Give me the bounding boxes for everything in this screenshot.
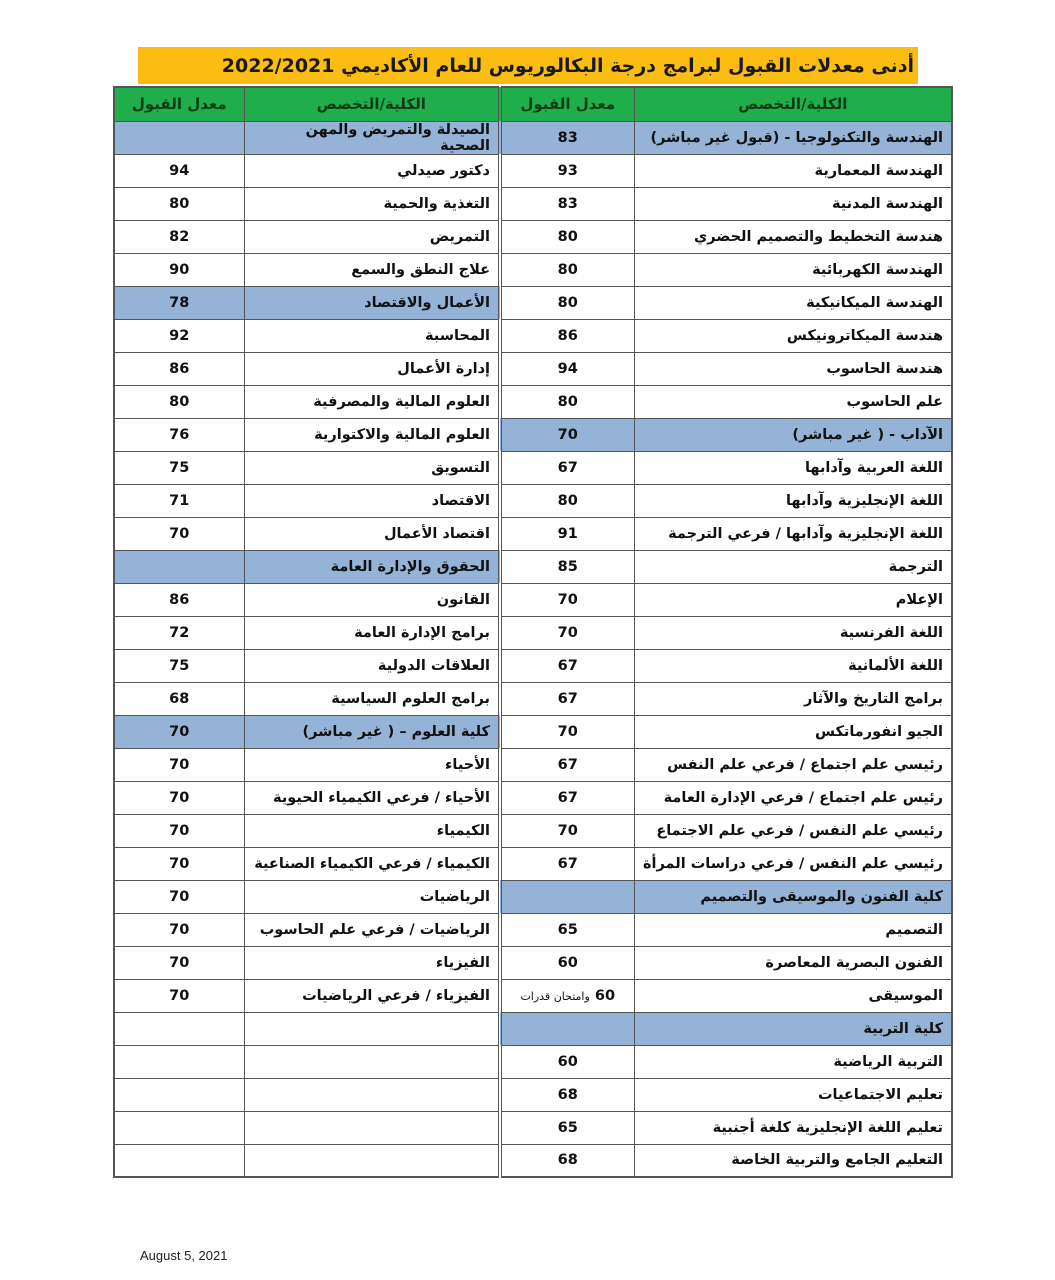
admission-rate: 67 xyxy=(500,781,634,814)
table-row xyxy=(114,1144,952,1177)
admission-rate: 67 xyxy=(500,748,634,781)
program-name: الكيمياء xyxy=(244,814,500,847)
table-row xyxy=(114,946,952,979)
table-row xyxy=(114,253,952,286)
program-name: الاقتصاد xyxy=(244,484,500,517)
admission-rate: 80 xyxy=(500,220,634,253)
program-name: الهندسة الميكانيكية xyxy=(634,286,952,319)
admission-rate xyxy=(500,1012,634,1045)
table-row xyxy=(114,517,952,550)
admission-rate: 65 xyxy=(500,1111,634,1144)
program-name: المحاسبة xyxy=(244,319,500,352)
header-right-name: الكلية/التخصص xyxy=(634,87,952,121)
program-name: رئيسي علم النفس / فرعي علم الاجتماع xyxy=(634,814,952,847)
admission-rate: 67 xyxy=(500,649,634,682)
admission-rate xyxy=(500,979,634,1012)
table-row xyxy=(114,550,952,583)
table-row xyxy=(114,715,952,748)
section-title: الأعمال والاقتصاد xyxy=(244,286,500,319)
program-name: العلوم المالية والمصرفية xyxy=(244,385,500,418)
program-name xyxy=(244,1045,500,1078)
program-name: الجيو انفورماتكس xyxy=(634,715,952,748)
table-row xyxy=(114,616,952,649)
table-row xyxy=(114,187,952,220)
program-name: الهندسة المعمارية xyxy=(634,154,952,187)
program-name: الفنون البصرية المعاصرة xyxy=(634,946,952,979)
admission-rate: 68 xyxy=(114,682,244,715)
program-name: علم الحاسوب xyxy=(634,385,952,418)
table-row xyxy=(114,913,952,946)
program-name xyxy=(244,1144,500,1177)
table-row xyxy=(114,319,952,352)
table-row xyxy=(114,220,952,253)
admission-rate: 78 xyxy=(114,286,244,319)
admission-rate xyxy=(114,550,244,583)
admission-rate: 76 xyxy=(114,418,244,451)
table-row xyxy=(114,1045,952,1078)
program-name xyxy=(244,1012,500,1045)
admission-rate: 90 xyxy=(114,253,244,286)
admission-rate xyxy=(114,1144,244,1177)
program-name: الأحياء xyxy=(244,748,500,781)
admission-rate xyxy=(114,1012,244,1045)
program-name: الإعلام xyxy=(634,583,952,616)
admission-rate: 70 xyxy=(114,979,244,1012)
table-row xyxy=(114,979,952,1012)
program-name: الموسيقى xyxy=(634,979,952,1012)
admission-rates-table xyxy=(113,86,953,1178)
admission-rate: 86 xyxy=(500,319,634,352)
program-name: الهندسة المدنية xyxy=(634,187,952,220)
section-title: كلية العلوم – ( غير مباشر) xyxy=(244,715,500,748)
program-name: العلوم المالية والاكتوارية xyxy=(244,418,500,451)
program-name: التعليم الجامع والتربية الخاصة xyxy=(634,1144,952,1177)
admission-rate xyxy=(114,1078,244,1111)
program-name: الهندسة الكهربائية xyxy=(634,253,952,286)
program-name: برامج التاريخ والآثار xyxy=(634,682,952,715)
admission-rate: 83 xyxy=(500,121,634,154)
admission-rate xyxy=(114,1111,244,1144)
program-name: هندسة الميكاترونيكس xyxy=(634,319,952,352)
program-name: الفيزياء / فرعي الرياضيات xyxy=(244,979,500,1012)
table-row xyxy=(114,583,952,616)
table-row xyxy=(114,748,952,781)
admission-rate: 68 xyxy=(500,1144,634,1177)
admission-rate: 67 xyxy=(500,682,634,715)
admission-rate: 85 xyxy=(500,550,634,583)
admission-rate xyxy=(114,121,244,154)
program-name: برامج العلوم السياسية xyxy=(244,682,500,715)
program-name xyxy=(244,1078,500,1111)
program-name: رئيسي علم اجتماع / فرعي علم النفس xyxy=(634,748,952,781)
program-name: التغذية والحمية xyxy=(244,187,500,220)
admission-rate: 70 xyxy=(500,418,634,451)
admission-rate: 65 xyxy=(500,913,634,946)
program-name: التسويق xyxy=(244,451,500,484)
program-name: التربية الرياضية xyxy=(634,1045,952,1078)
admission-rate: 93 xyxy=(500,154,634,187)
admission-rate: 94 xyxy=(114,154,244,187)
table-row xyxy=(114,286,952,319)
admission-rate: 67 xyxy=(500,847,634,880)
table-row xyxy=(114,682,952,715)
program-name: تعليم الاجتماعيات xyxy=(634,1078,952,1111)
admission-rate xyxy=(114,1045,244,1078)
table-row xyxy=(114,484,952,517)
admission-rate: 70 xyxy=(500,583,634,616)
admission-rate: 80 xyxy=(500,253,634,286)
table-row xyxy=(114,1078,952,1111)
document-title-bar xyxy=(138,47,918,84)
table-row xyxy=(114,418,952,451)
admission-rate: 67 xyxy=(500,451,634,484)
program-name: اللغة الإنجليزية وآدابها / فرعي الترجمة xyxy=(634,517,952,550)
program-name: الرياضيات / فرعي علم الحاسوب xyxy=(244,913,500,946)
program-name: اللغة الفرنسية xyxy=(634,616,952,649)
program-name: اللغة الإنجليزية وآدابها xyxy=(634,484,952,517)
table-row xyxy=(114,781,952,814)
section-title: الصيدلة والتمريض والمهن الصحية xyxy=(244,121,500,154)
program-name: الكيمياء / فرعي الكيمياء الصناعية xyxy=(244,847,500,880)
table-header-row xyxy=(114,87,952,121)
admission-rate: 70 xyxy=(500,616,634,649)
admission-rate: 70 xyxy=(500,814,634,847)
table-row xyxy=(114,451,952,484)
program-name: القانون xyxy=(244,583,500,616)
admission-rate: 60 xyxy=(500,946,634,979)
admission-rate: 70 xyxy=(114,946,244,979)
admission-rate: 70 xyxy=(114,847,244,880)
admission-rate: 80 xyxy=(500,484,634,517)
program-name: اقتصاد الأعمال xyxy=(244,517,500,550)
program-name xyxy=(244,1111,500,1144)
admission-rate: 70 xyxy=(114,748,244,781)
program-name: برامج الإدارة العامة xyxy=(244,616,500,649)
program-name: التصميم xyxy=(634,913,952,946)
table-row xyxy=(114,154,952,187)
program-name: الترجمة xyxy=(634,550,952,583)
program-name: التمريض xyxy=(244,220,500,253)
program-name: هندسة الحاسوب xyxy=(634,352,952,385)
admission-rate: 83 xyxy=(500,187,634,220)
admission-rate: 70 xyxy=(114,517,244,550)
table-row xyxy=(114,385,952,418)
program-name: الرياضيات xyxy=(244,880,500,913)
table-row xyxy=(114,1012,952,1045)
admission-rate: 72 xyxy=(114,616,244,649)
footer-date: August 5, 2021 xyxy=(140,1248,228,1263)
admission-rate: 80 xyxy=(114,187,244,220)
admission-rate: 94 xyxy=(500,352,634,385)
admission-rate: 80 xyxy=(114,385,244,418)
admission-rate: 80 xyxy=(500,385,634,418)
program-name: علاج النطق والسمع xyxy=(244,253,500,286)
section-title: الآداب - ( غير مباشر) xyxy=(634,418,952,451)
header-left-value: معدل القبول xyxy=(114,87,244,121)
admission-rate: 70 xyxy=(114,814,244,847)
section-title: كلية التربية xyxy=(634,1012,952,1045)
program-name: اللغة العربية وآدابها xyxy=(634,451,952,484)
admission-rate: 91 xyxy=(500,517,634,550)
table-row xyxy=(114,880,952,913)
program-name: الفيزياء xyxy=(244,946,500,979)
admission-rate: 92 xyxy=(114,319,244,352)
table-row xyxy=(114,649,952,682)
table-body xyxy=(114,121,952,1177)
admission-rate: 60 xyxy=(500,1045,634,1078)
admission-rate: 68 xyxy=(500,1078,634,1111)
table-row xyxy=(114,121,952,154)
admission-rate: 86 xyxy=(114,352,244,385)
admission-rate: 82 xyxy=(114,220,244,253)
admission-rate: 80 xyxy=(500,286,634,319)
admission-rate: 70 xyxy=(114,913,244,946)
program-name: اللغة الألمانية xyxy=(634,649,952,682)
section-title: الحقوق والإدارة العامة xyxy=(244,550,500,583)
document-title: أدنى معدلات القبول لبرامج درجة البكالوريوس للعام الأكاديمي 2022/2021 xyxy=(221,54,914,77)
admission-note: وامتحان قدرات xyxy=(520,989,590,1003)
admission-rate: 70 xyxy=(114,715,244,748)
admission-rate: 70 xyxy=(114,880,244,913)
program-name: الأحياء / فرعي الكيمياء الحيوية xyxy=(244,781,500,814)
section-title: الهندسة والتكنولوجيا - (قبول غير مباشر) xyxy=(634,121,952,154)
program-name: العلاقات الدولية xyxy=(244,649,500,682)
admission-rate: 86 xyxy=(114,583,244,616)
program-name: هندسة التخطيط والتصميم الحضري xyxy=(634,220,952,253)
program-name: رئيسي علم النفس / فرعي دراسات المرأة xyxy=(634,847,952,880)
table-row xyxy=(114,352,952,385)
admission-rate-value: 60 xyxy=(594,987,616,1004)
program-name: تعليم اللغة الإنجليزية كلغة أجنبية xyxy=(634,1111,952,1144)
admission-rate: 71 xyxy=(114,484,244,517)
program-name: إدارة الأعمال xyxy=(244,352,500,385)
admission-rate: 70 xyxy=(114,781,244,814)
header-left-name: الكلية/التخصص xyxy=(244,87,500,121)
program-name: دكتور صيدلي xyxy=(244,154,500,187)
table-row xyxy=(114,847,952,880)
admission-rate xyxy=(500,880,634,913)
header-right-value: معدل القبول xyxy=(500,87,634,121)
admission-rate: 75 xyxy=(114,451,244,484)
admission-rate: 75 xyxy=(114,649,244,682)
section-title: كلية الفنون والموسيقى والتصميم xyxy=(634,880,952,913)
admission-rate: 70 xyxy=(500,715,634,748)
program-name: رئيس علم اجتماع / فرعي الإدارة العامة xyxy=(634,781,952,814)
table-row xyxy=(114,814,952,847)
table-row xyxy=(114,1111,952,1144)
